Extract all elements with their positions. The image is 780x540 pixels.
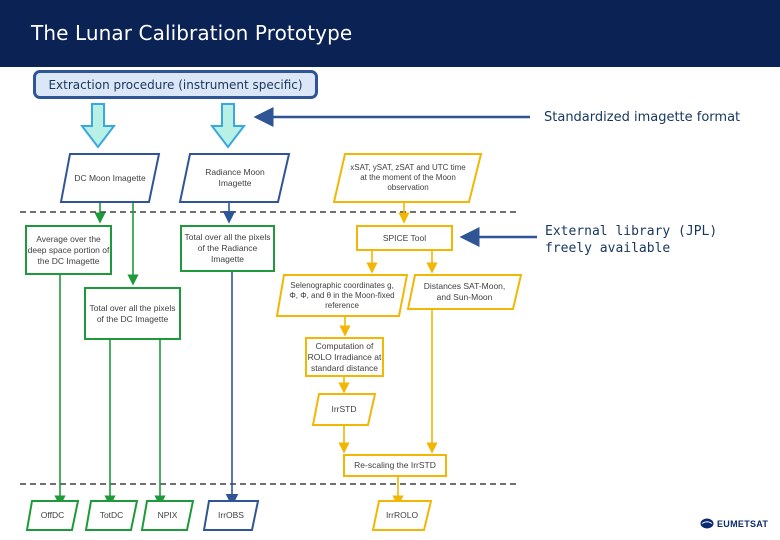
- page-title: The Lunar Calibration Prototype: [31, 21, 353, 45]
- dc-moon-imagette-label: DC Moon Imagette: [74, 172, 146, 183]
- average-dc-box: Average over the deep space portion of the DC Imagette: [25, 225, 112, 275]
- total-radiance-box: Total over all the pixels of the Radiance Imagette: [180, 225, 275, 272]
- extraction-procedure-box: Extraction procedure (instrument specific): [33, 70, 318, 99]
- rescaling-box: Re-scaling the IrrSTD: [343, 454, 447, 477]
- irr-std-label: IrrSTD: [331, 404, 357, 414]
- eumetsat-logo-mark: [700, 518, 714, 529]
- rolo-computation-box: Computation of ROLO Irradiance at standard distance: [305, 337, 384, 377]
- radiance-moon-imagette-label: Radiance Moon Imagette: [205, 167, 265, 188]
- down-arrow-dc: [82, 104, 114, 147]
- n-pix-label: NPIX: [157, 510, 178, 520]
- irr-obs-label: IrrOBS: [218, 510, 244, 520]
- selenographic-label: Selenographic coordinates g, Φ, Φ, and θ in the Moon-fixed reference: [289, 280, 395, 310]
- spice-tool-box: SPICE Tool: [356, 225, 453, 251]
- distances-label: Distances SAT-Moon, and Sun-Moon: [423, 281, 506, 302]
- standardized-format-note: Standardized imagette format: [544, 110, 741, 125]
- external-library-note: External library (JPL) freely available: [545, 224, 718, 256]
- down-arrow-radiance: [212, 104, 244, 147]
- eumetsat-logo: [700, 518, 768, 529]
- tot-dc-label: TotDC: [99, 510, 124, 520]
- off-dc-label: OffDC: [40, 510, 65, 520]
- irr-rolo-label: IrrROLO: [385, 510, 419, 520]
- sat-position-label: xSAT, ySAT, zSAT and UTC time at the moment of the Moon observation: [350, 163, 466, 192]
- total-dc-box: Total over all the pixels of the DC Imagette: [84, 287, 181, 340]
- eumetsat-logo-text: EUMETSAT: [717, 518, 769, 529]
